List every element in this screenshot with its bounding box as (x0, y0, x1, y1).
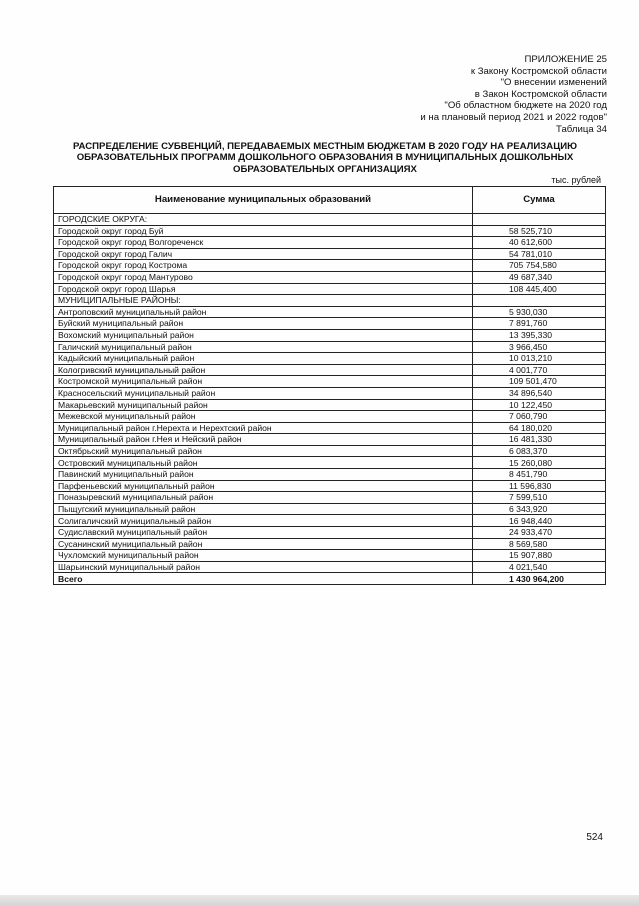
table-row (54, 457, 606, 469)
sum-cell: 8 451,790 (473, 469, 606, 481)
municipality-name-cell: Городской округ город Буй (54, 225, 473, 237)
table-row (54, 538, 606, 550)
table-row (54, 329, 606, 341)
table-row (54, 237, 606, 249)
sum-cell: 109 501,470 (473, 376, 606, 388)
appendix-line: ПРИЛОЖЕНИЕ 25 (524, 54, 607, 65)
sum-cell: 10 122,450 (473, 399, 606, 411)
sum-cell (473, 295, 606, 307)
total-label-cell: Всего (54, 573, 473, 585)
units-label: тыс. рублей (551, 175, 601, 185)
table-row (54, 515, 606, 527)
table-row (54, 318, 606, 330)
table-row (54, 527, 606, 539)
section-row (54, 214, 606, 226)
column-header-sum: Сумма (473, 187, 606, 214)
sum-cell: 3 966,450 (473, 341, 606, 353)
municipality-name-cell: Муниципальный район г.Нея и Нейский район (54, 434, 473, 446)
total-sum-cell: 1 430 964,200 (473, 573, 606, 585)
sum-cell: 4 001,770 (473, 364, 606, 376)
table-row (54, 503, 606, 515)
sum-cell: 705 754,580 (473, 260, 606, 272)
table-row (54, 422, 606, 434)
municipality-name-cell: Городской округ город Мантурово (54, 271, 473, 283)
municipality-name-cell: Городской округ город Кострома (54, 260, 473, 272)
table-number: Таблица 34 (556, 123, 607, 135)
municipality-name-cell: МУНИЦИПАЛЬНЫЕ РАЙОНЫ: (54, 295, 473, 307)
municipality-name-cell: Костромской муниципальный район (54, 376, 473, 388)
municipality-name-cell: Вохомский муниципальный район (54, 329, 473, 341)
municipality-name-cell: Городской округ город Шарья (54, 283, 473, 295)
table-row (54, 364, 606, 376)
sum-cell: 7 891,760 (473, 318, 606, 330)
municipality-name-cell: Парфеньевский муниципальный район (54, 480, 473, 492)
sum-cell: 6 343,920 (473, 503, 606, 515)
municipality-name-cell: Шарьинский муниципальный район (54, 561, 473, 573)
sum-cell (473, 214, 606, 226)
table-row (54, 387, 606, 399)
appendix-line: "Об областном бюджете на 2020 год (444, 100, 607, 112)
municipality-name-cell: Городской округ город Волгореченск (54, 237, 473, 249)
total-row (54, 573, 606, 585)
municipality-name-cell: Межевской муниципальный район (54, 411, 473, 423)
table-row (54, 492, 606, 504)
table-row (54, 445, 606, 457)
sum-cell: 5 930,030 (473, 306, 606, 318)
table-row (54, 550, 606, 562)
municipality-name-cell: Красносельский муниципальный район (54, 387, 473, 399)
municipality-name-cell: Пыщугский муниципальный район (54, 503, 473, 515)
table-row (54, 248, 606, 260)
sum-cell: 10 013,210 (473, 353, 606, 365)
table-row (54, 376, 606, 388)
municipality-name-cell: Кадыйский муниципальный район (54, 353, 473, 365)
municipality-name-cell: Макарьевский муниципальный район (54, 399, 473, 411)
table-row (54, 260, 606, 272)
municipality-name-cell: Буйский муниципальный район (54, 318, 473, 330)
column-header-name: Наименование муниципальных образований (54, 187, 473, 214)
sum-cell: 40 612,600 (473, 237, 606, 249)
sum-cell: 6 083,370 (473, 445, 606, 457)
municipality-name-cell: Солигаличский муниципальный район (54, 515, 473, 527)
appendix-line: к Закону Костромской области (470, 65, 607, 77)
table-row (54, 469, 606, 481)
municipality-name-cell: Кологривский муниципальный район (54, 364, 473, 376)
municipality-name-cell: Октябрьский муниципальный район (54, 445, 473, 457)
municipality-name-cell: Островский муниципальный район (54, 457, 473, 469)
table-row (54, 411, 606, 423)
table-row (54, 561, 606, 573)
sum-cell: 4 021,540 (473, 561, 606, 573)
sum-cell: 64 180,020 (473, 422, 606, 434)
appendix-header (420, 54, 607, 135)
municipality-name-cell: Чухломский муниципальный район (54, 550, 473, 562)
table-header-row (54, 187, 606, 214)
municipality-name-cell: Судиславский муниципальный район (54, 527, 473, 539)
sum-cell: 16 948,440 (473, 515, 606, 527)
municipality-name-cell: Галичский муниципальный район (54, 341, 473, 353)
page-number: 524 (586, 832, 603, 843)
sum-cell: 49 687,340 (473, 271, 606, 283)
sum-cell: 7 060,790 (473, 411, 606, 423)
appendix-line: "О внесении изменений (500, 77, 607, 89)
sum-cell: 15 907,880 (473, 550, 606, 562)
sum-cell: 15 260,080 (473, 457, 606, 469)
table-row (54, 283, 606, 295)
sum-cell: 7 599,510 (473, 492, 606, 504)
appendix-line: и на плановый период 2021 и 2022 годов" (420, 111, 607, 123)
table-body (54, 214, 606, 585)
table-row (54, 225, 606, 237)
municipality-name-cell: Сусанинский муниципальный район (54, 538, 473, 550)
title-line: РАСПРЕДЕЛЕНИЕ СУБВЕНЦИЙ, ПЕРЕДАВАЕМЫХ МЕСТНЫМ БЮДЖЕТАМ В 2020 ГОДУ НА РЕАЛИЗАЦИЮ (72, 141, 578, 152)
table-row (54, 399, 606, 411)
sum-cell: 8 569,580 (473, 538, 606, 550)
municipality-name-cell: ГОРОДСКИЕ ОКРУГА: (54, 214, 473, 226)
table-row (54, 434, 606, 446)
title-line: ОБРАЗОВАТЕЛЬНЫХ ОРГАНИЗАЦИЯХ (233, 163, 417, 175)
sum-cell: 54 781,010 (473, 248, 606, 260)
municipality-name-cell: Поназыревский муниципальный район (54, 492, 473, 504)
table-row (54, 271, 606, 283)
table-row (54, 306, 606, 318)
municipality-name-cell: Городской округ город Галич (54, 248, 473, 260)
sum-cell: 108 445,400 (473, 283, 606, 295)
municipality-name-cell: Антроповский муниципальный район (54, 306, 473, 318)
sum-cell: 11 596,830 (473, 480, 606, 492)
subsidy-table (53, 186, 606, 585)
sum-cell: 16 481,330 (473, 434, 606, 446)
appendix-line: в Закон Костромской области (474, 88, 607, 100)
section-row (54, 295, 606, 307)
municipality-name-cell: Муниципальный район г.Нерехта и Нерехтский район (54, 422, 473, 434)
table-row (54, 480, 606, 492)
document-title (60, 141, 590, 175)
sum-cell: 34 896,540 (473, 387, 606, 399)
sum-cell: 13 395,330 (473, 329, 606, 341)
table-row (54, 341, 606, 353)
title-line: ОБРАЗОВАТЕЛЬНЫХ ПРОГРАММ ДОШКОЛЬНОГО ОБРАЗОВАНИЯ В МУНИЦИПАЛЬНЫХ ДОШКОЛЬНЫХ (76, 152, 574, 164)
sum-cell: 24 933,470 (473, 527, 606, 539)
municipality-name-cell: Павинский муниципальный район (54, 469, 473, 481)
table-row (54, 353, 606, 365)
sum-cell: 58 525,710 (473, 225, 606, 237)
scan-edge (0, 895, 639, 905)
